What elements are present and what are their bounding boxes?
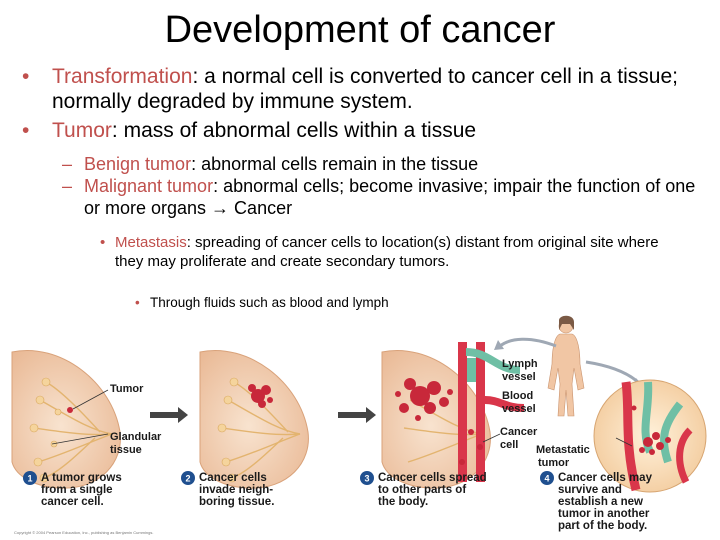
step-number: 1 xyxy=(27,473,33,484)
bullet-marker: • xyxy=(135,295,140,310)
step-caption-line: Cancer cells spread xyxy=(378,472,487,484)
term-benign-tumor: Benign tumor xyxy=(84,154,192,174)
arrow-to-metastasis xyxy=(586,362,640,384)
step-caption-line: Cancer cells may xyxy=(558,472,652,484)
slide-title: Development of cancer xyxy=(164,9,556,51)
step-3 xyxy=(360,471,487,508)
bullet-text: : mass of abnormal cells within a tissue xyxy=(111,119,477,142)
term-malignant-tumor: Malignant tumor xyxy=(84,176,214,196)
step-caption-line: A tumor grows xyxy=(41,472,122,484)
arrow-step-1-2 xyxy=(150,407,188,423)
step-number: 4 xyxy=(544,473,550,484)
level4-bullet-fluids xyxy=(135,294,535,311)
step-caption-line: part of the body. xyxy=(558,520,648,532)
tumor-cell xyxy=(67,407,73,413)
bullet-text: : abnormal cells remain in the tissue xyxy=(191,154,479,174)
arrow-to-body xyxy=(500,339,556,346)
step-caption-line: invade neigh- xyxy=(199,484,274,496)
label-metastatic-2: tumor xyxy=(538,457,570,469)
step-caption-line: survive and xyxy=(558,484,622,496)
step-caption-line: cancer cell. xyxy=(41,496,104,508)
step-caption-line: Cancer cells xyxy=(199,472,267,484)
lymph-vessel-segment xyxy=(467,358,476,382)
step-2 xyxy=(181,471,274,508)
breast-stage-1 xyxy=(12,350,120,488)
label-cancer-cell-1: Cancer xyxy=(500,426,538,438)
step-caption-line: from a single xyxy=(41,484,113,496)
label-glandular-1: Glandular xyxy=(110,431,162,443)
label-tumor: Tumor xyxy=(110,383,144,395)
metastasis-figure xyxy=(0,312,720,540)
label-blood-1: Blood xyxy=(502,390,534,402)
step-caption-line: to other parts of xyxy=(378,484,467,496)
sub-sub-bullet-metastasis xyxy=(100,233,680,271)
label-metastatic-1: Metastatic xyxy=(536,444,590,456)
label-lymph-2: vessel xyxy=(502,371,536,383)
arrow-step-2-3 xyxy=(338,407,376,423)
term-tumor: Tumor xyxy=(52,119,112,142)
bullet-transformation xyxy=(22,64,702,114)
label-cancer-cell-2: cell xyxy=(500,439,519,451)
bullet-text: Through fluids such as blood and lymph xyxy=(150,295,389,310)
term-transformation: Transformation xyxy=(52,65,193,88)
step-caption-line: the body. xyxy=(378,496,429,508)
bullet-marker: – xyxy=(62,154,73,174)
sub-bullet-benign xyxy=(62,153,702,175)
step-4 xyxy=(540,471,653,532)
term-metastasis: Metastasis xyxy=(115,234,187,251)
bullet-text: : a normal cell is converted to cancer cell in a tissue; normally degraded by immune system. xyxy=(52,65,678,113)
label-lymph-1: Lymph xyxy=(502,358,538,370)
breast-stage-2 xyxy=(200,350,308,488)
step-caption-line: establish a new xyxy=(558,496,644,508)
copyright-notice: Copyright © 2004 Pearson Education, Inc., publishing as Benjamin Cummings. xyxy=(14,530,154,535)
bullet-marker: • xyxy=(22,65,30,88)
bullet-text: : abnormal cells; become invasive; impair the function of one or more organs → Cancer xyxy=(84,176,696,218)
bullet-marker: • xyxy=(22,119,30,142)
step-caption-line: boring tissue. xyxy=(199,496,275,508)
sub-bullet-malignant xyxy=(62,175,702,219)
step-caption-line: tumor in another xyxy=(558,508,650,520)
bullet-text: : spreading of cancer cells to location(s) distant from original site where they may proliferate and create secondary tumors. xyxy=(115,234,659,270)
step-number: 2 xyxy=(185,473,191,484)
step-number: 3 xyxy=(364,473,370,484)
bullet-tumor xyxy=(22,118,702,143)
blood-vessel-right xyxy=(476,342,485,482)
bullet-marker: • xyxy=(100,234,106,251)
human-figure xyxy=(548,316,584,416)
label-glandular-2: tissue xyxy=(110,444,142,456)
label-blood-2: vessel xyxy=(502,403,536,415)
bullet-marker: – xyxy=(62,176,73,196)
